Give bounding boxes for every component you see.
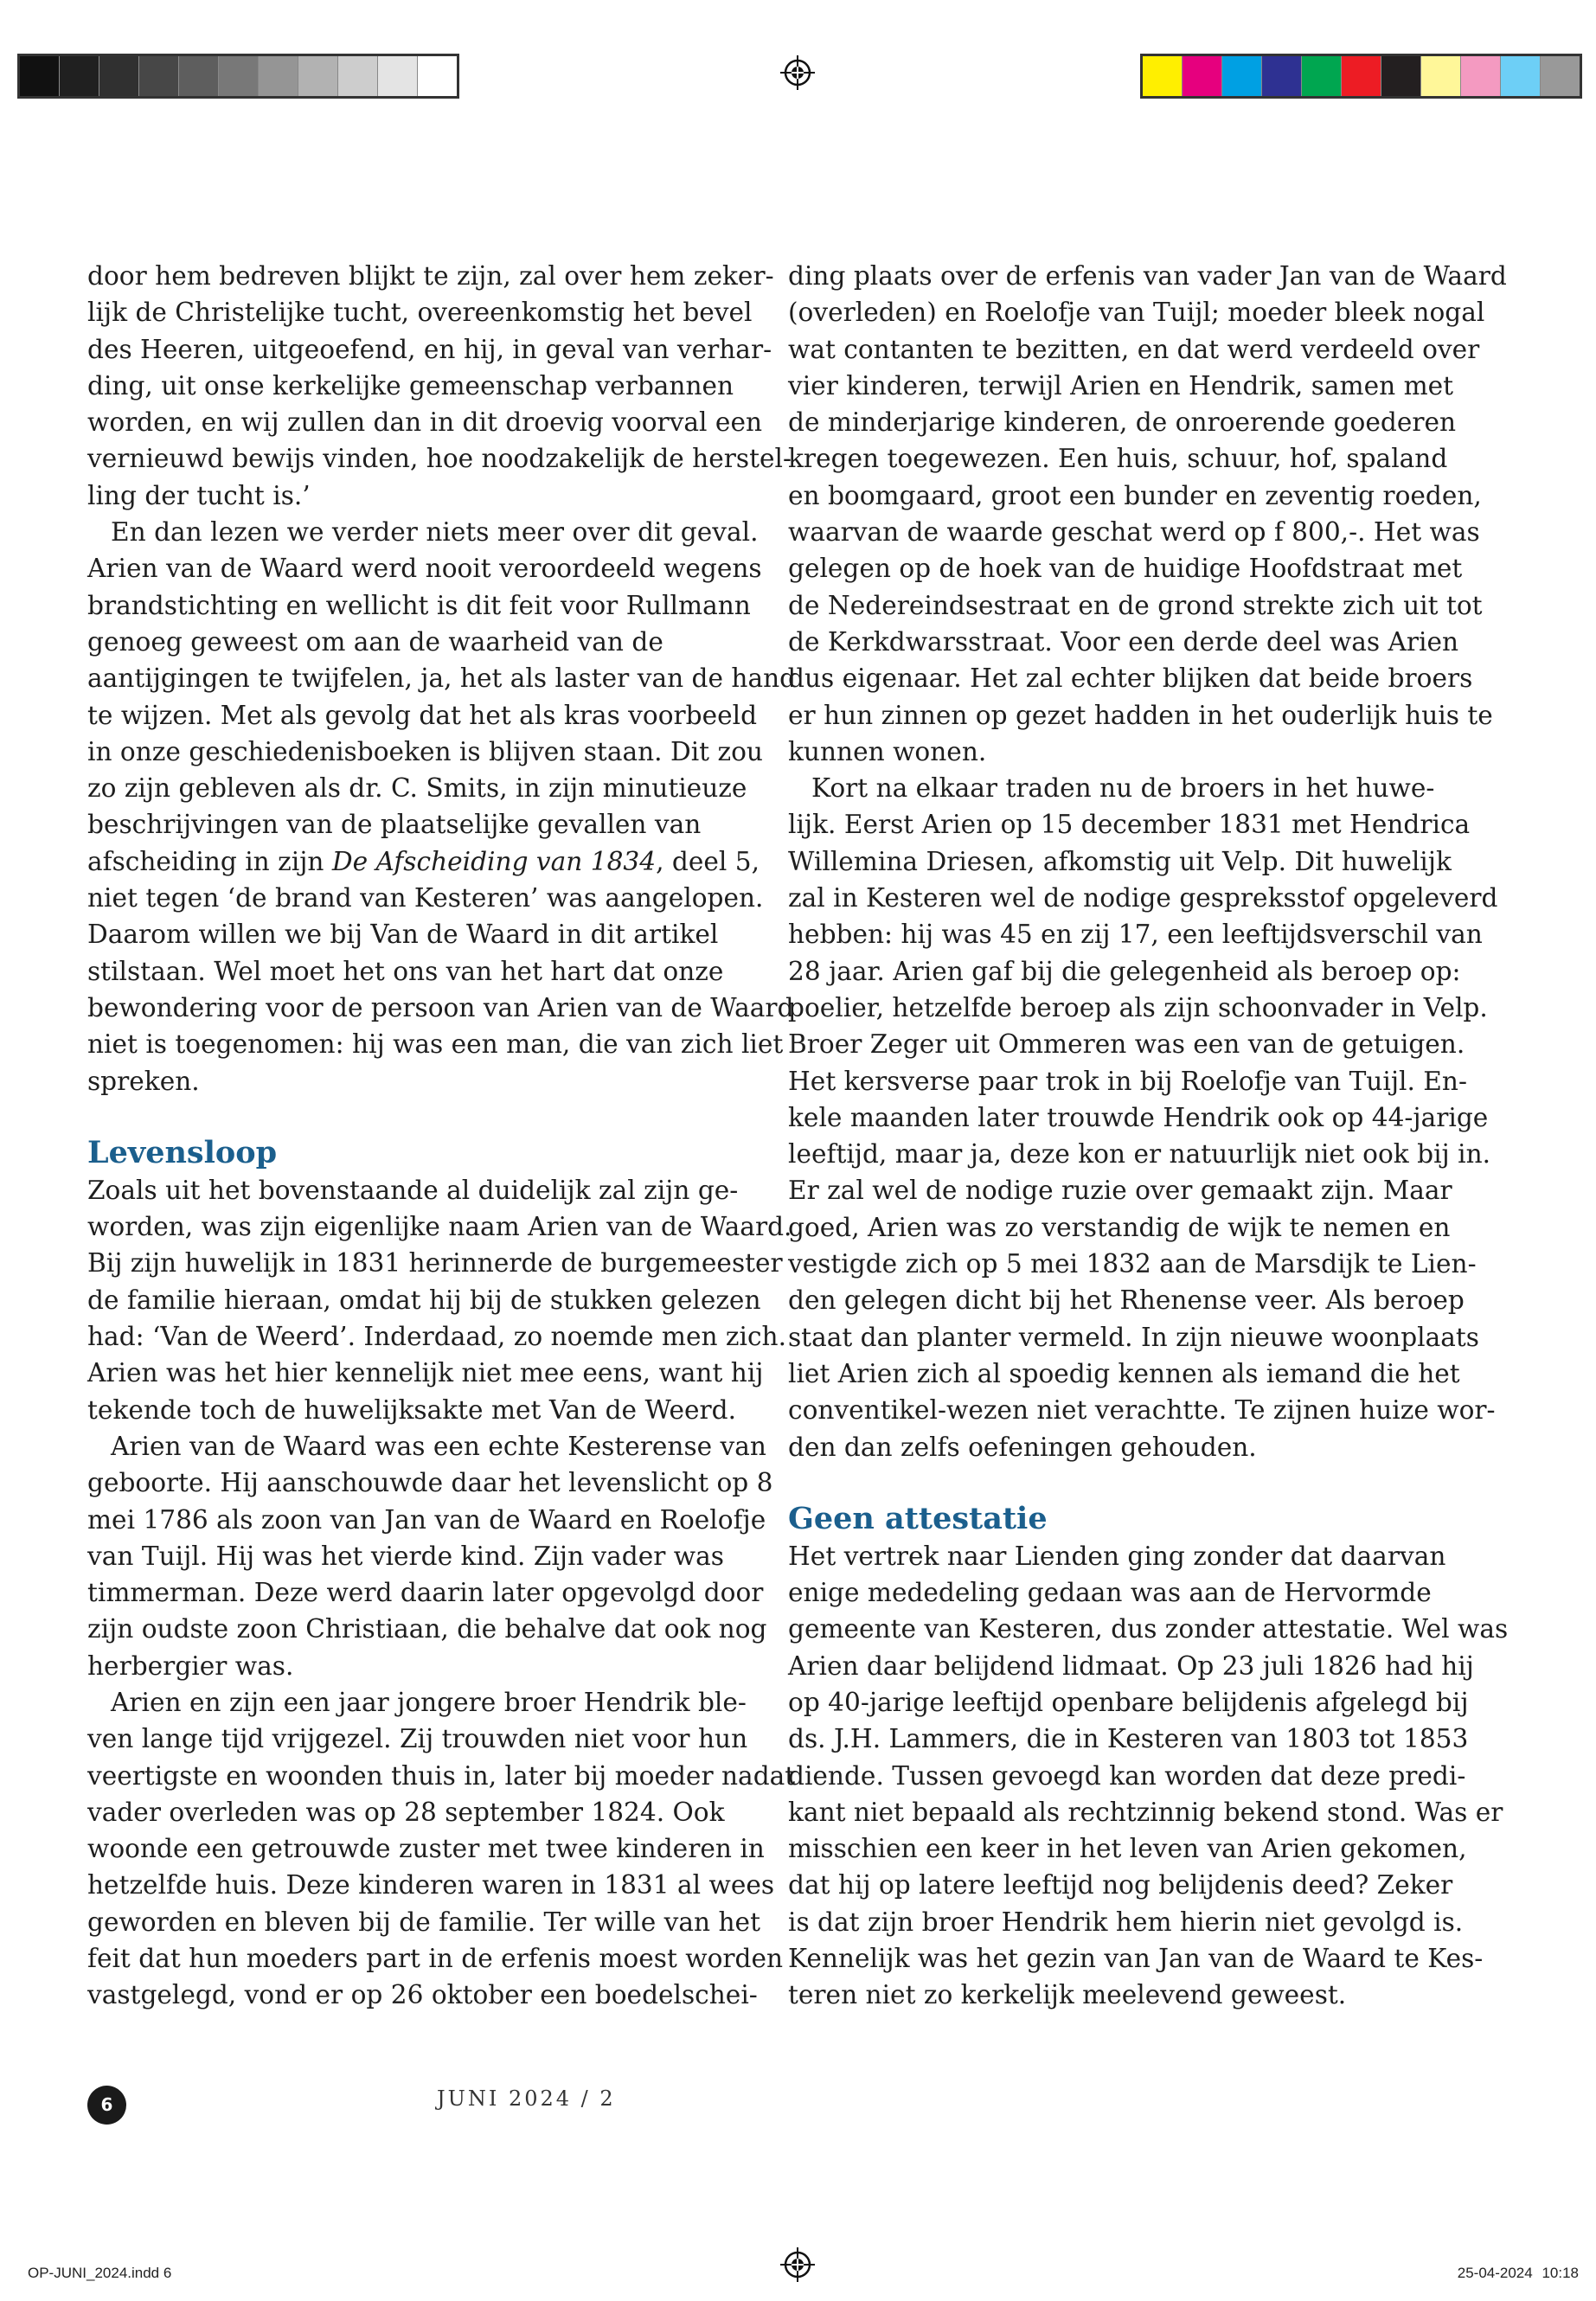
section-spacer [87,1099,749,1134]
text-line: aantijgingen te twijfelen, ja, het als laster van de hand [87,663,797,694]
text-line: staat dan planter vermeld. In zijn nieuwe woonplaats [788,1322,1479,1352]
registration-mark-icon [780,2247,815,2282]
text-line: vier kinderen, terwijl Arien en Hendrik, samen met [788,370,1454,401]
text-line: Kennelijk was het gezin van Jan van de Waard te Kes- [788,1944,1484,1974]
paragraph [87,1428,773,1684]
text-line: brandstichting en wellicht is dit feit voor Rullmann [87,590,751,620]
text-line: mei 1786 als zoon van Jan van de Waard en Roelofje [87,1504,766,1535]
text-line: En dan lezen we verder niets meer over dit geval. [111,517,759,548]
grey-swatch [298,56,338,96]
text-line: Zoals uit het bovenstaande al duidelijk zal zijn ge- [87,1175,739,1205]
text-line: enige mededeling gedaan was aan de Hervormde [788,1578,1432,1608]
text-line: Bij zijn huwelijk in 1831 herinnerde de burgemeester [87,1248,783,1279]
article-column-right [788,258,1509,2014]
paragraph [87,1684,796,2014]
text-line: spreken. [87,1066,200,1096]
article-column-left [87,258,797,2014]
paragraph [788,258,1507,770]
text-line: ven lange tijd vrijgezel. Zij trouwden niet voor hun [87,1724,748,1754]
text-line: waarvan de waarde geschat werd op f 800,-. Het was [788,517,1480,548]
text-line: veertigste en woonden thuis in, later bij moeder nadat [87,1760,796,1791]
text-line: stilstaan. Wel moet het ons van het hart dat onze [87,956,724,986]
text-line: Er zal wel de nodige ruzie over gemaakt zijn. Maar [788,1176,1452,1206]
text-line: Kort na elkaar traden nu de broers in het huwe- [811,773,1435,804]
text-line: kunnen wonen. [788,736,987,766]
text-line: niet tegen ‘de brand van Kesteren’ was aangelopen. [87,883,764,913]
text-line: leeftijd, maar ja, deze kon er natuurlijk niet ook bij in. [788,1139,1491,1170]
grey-swatch [99,56,139,96]
text-line: worden, was zijn eigenlijke naam Arien van de Waard. [87,1212,792,1242]
text-line: door hem bedreven blijkt te zijn, zal over hem zeker- [87,261,774,291]
color-swatch [1381,56,1421,96]
text-line: Daarom willen we bij Van de Waard in dit artikel [87,920,719,950]
color-swatch [1541,56,1580,96]
color-swatch [1342,56,1381,96]
greyscale-control-strip [17,54,459,99]
text-line: vastgelegd, vond er op 26 oktober een boedelschei- [87,1980,758,2010]
text-line: diende. Tussen gevoegd kan worden dat deze predi- [788,1760,1466,1791]
text-line: kele maanden later trouwde Hendrik ook op 44-jarige [788,1102,1489,1132]
color-swatch [1501,56,1541,96]
text-segment: , deel 5, [656,846,760,876]
text-segment: afscheiding in zijn [87,846,332,876]
text-line: Arien van de Waard was een echte Kesterense van [111,1431,766,1461]
text-line: Arien en zijn een jaar jongere broer Hendrik ble- [111,1687,747,1717]
text-line: zal in Kesteren wel de nodige gespreksstof opgeleverd [788,883,1498,913]
slug-filename: OP-JUNI_2024.indd 6 [28,2265,172,2281]
text-line: geboorte. Hij aanschouwde daar het levenslicht op 8 [87,1468,773,1498]
paragraph [87,514,797,1099]
text-line: Het vertrek naar Lienden ging zonder dat daarvan [788,1541,1446,1571]
text-line: den dan zelfs oefeningen gehouden. [788,1432,1257,1462]
text-line: wat contanten te bezitten, en dat werd verdeeld over [788,334,1480,364]
text-line: kant niet bepaald als rechtzinnig bekend stond. Was er [788,1797,1503,1827]
text-line [87,843,760,880]
text-line: bewondering voor de persoon van Arien van de Waard [87,992,794,1022]
section-spacer [788,1465,1450,1500]
text-line: lijk de Christelijke tucht, overeenkomstig het bevel [87,298,753,328]
text-line: vestigde zich op 5 mei 1832 aan de Marsdijk te Lien- [788,1249,1477,1279]
text-line: gemeente van Kesteren, dus zonder attestatie. Wel was [788,1614,1509,1644]
registration-mark-icon [780,55,815,90]
text-line: geworden en bleven bij de familie. Ter wille van het [87,1907,760,1937]
text-line: vader overleden was op 28 september 1824. Ook [87,1797,725,1827]
text-line: en boomgaard, groot een bunder en zeventig roeden, [788,480,1482,510]
text-line: niet is toegenomen: hij was een man, die van zich liet [87,1029,784,1060]
text-line: ding, uit onse kerkelijke gemeenschap verbannen [87,370,734,401]
text-line: de Kerkdwarsstraat. Voor een derde deel was Arien [788,626,1459,657]
text-line: den gelegen dicht bij het Rhenense veer. Als beroep [788,1285,1465,1316]
grey-swatch [378,56,418,96]
text-line: misschien een keer in het leven van Arien gekomen, [788,1834,1467,1864]
text-line: op 40-jarige leeftijd openbare belijdenis afgelegd bij [788,1687,1469,1717]
grey-swatch [259,56,298,96]
grey-swatch [179,56,219,96]
text-line: kregen toegewezen. Een huis, schuur, hof, spaland [788,444,1448,474]
grey-swatch [338,56,378,96]
text-line: Willemina Driesen, afkomstig uit Velp. Dit huwelijk [788,846,1452,876]
text-line: timmerman. Deze werd daarin later opgevolgd door [87,1578,764,1608]
grey-swatch [20,56,60,96]
text-line: vernieuwd bewijs vinden, hoe noodzakelijk de herstel- [87,444,792,474]
text-line: des Heeren, uitgeoefend, en hij, in geval van verhar- [87,334,772,364]
page-number-badge: 6 [87,2086,126,2125]
text-line: Arien was het hier kennelijk niet mee eens, want hij [87,1358,764,1388]
color-swatch [1302,56,1342,96]
issue-label: JUNI 2024 / 2 [437,2086,616,2111]
text-line: woonde een getrouwde zuster met twee kinderen in [87,1834,765,1864]
text-line: Broer Zeger uit Ommeren was een van de getuigen. [788,1029,1465,1060]
slug-date: 25-04-2024 [1457,2265,1533,2281]
text-line: goed, Arien was zo verstandig de wijk te nemen en [788,1212,1451,1242]
grey-swatch [139,56,179,96]
text-line: hetzelfde huis. Deze kinderen waren in 1831 al wees [87,1870,775,1900]
text-line: dus eigenaar. Het zal echter blijken dat beide broers [788,663,1473,694]
text-line: dat hij op latere leeftijd nog belijdenis deed? Zeker [788,1870,1453,1900]
text-line: in onze geschiedenisboeken is blijven staan. Dit zou [87,736,763,766]
slug-datetime [1458,2265,1579,2282]
text-line: van Tuijl. Hij was het vierde kind. Zijn vader was [87,1541,724,1571]
text-line: zijn oudste zoon Christiaan, die behalve dat ook nog [87,1614,767,1644]
grey-swatch [418,56,457,96]
text-line: ding plaats over de erfenis van vader Jan van de Waard [788,261,1507,291]
text-line: Het kersverse paar trok in bij Roelofje van Tuijl. En- [788,1066,1467,1096]
text-line: poelier, hetzelfde beroep als zijn schoonvader in Velp. [788,992,1488,1022]
section-heading: Geen attestatie [788,1500,1048,1536]
text-line: gelegen op de hoek van de huidige Hoofdstraat met [788,554,1463,584]
text-line: teren niet zo kerkelijk meelevend geweest. [788,1980,1347,2010]
text-line: ling der tucht is.’ [87,480,311,510]
color-control-strip [1140,54,1582,99]
paragraph [788,770,1498,1465]
paragraph [788,1538,1509,2014]
text-line: (overleden) en Roelofje van Tuijl; moeder bleek nogal [788,298,1485,328]
text-line: hebben: hij was 45 en zij 17, een leeftijdsverschil van [788,920,1483,950]
text-line: had: ‘Van de Weerd’. Inderdaad, zo noemde men zich. [87,1322,787,1352]
color-swatch [1262,56,1302,96]
color-swatch [1461,56,1501,96]
section-heading: Levensloop [87,1134,278,1170]
text-line: is dat zijn broer Hendrik hem hierin niet gevolgd is. [788,1907,1464,1937]
color-swatch [1183,56,1222,96]
text-line: worden, en wij zullen dan in dit droevig voorval een [87,407,763,438]
paragraph [87,258,792,514]
color-swatch [1222,56,1262,96]
color-swatch [1421,56,1461,96]
text-line: er hun zinnen op gezet hadden in het ouderlijk huis te [788,700,1493,730]
slug-time: 10:18 [1542,2265,1579,2281]
grey-swatch [219,56,259,96]
text-line: feit dat hun moeders part in de erfenis moest worden [87,1944,784,1974]
text-line: genoeg geweest om aan de waarheid van de [87,626,663,657]
text-line: lijk. Eerst Arien op 15 december 1831 met Hendrica [788,810,1471,840]
text-line: te wijzen. Met als gevolg dat het als kras voorbeeld [87,700,758,730]
text-line: zo zijn gebleven als dr. C. Smits, in zijn minutieuze [87,773,747,804]
text-line: Arien daar belijdend lidmaat. Op 23 juli 1826 had hij [788,1650,1474,1681]
color-swatch [1143,56,1183,96]
text-line: herbergier was. [87,1650,294,1681]
grey-swatch [60,56,99,96]
text-line: 28 jaar. Arien gaf bij die gelegenheid als beroep op: [788,956,1461,986]
italic-title: De Afscheiding van 1834 [331,846,657,876]
text-line: ds. J.H. Lammers, die in Kesteren van 1803 tot 1853 [788,1724,1469,1754]
paragraph [87,1172,792,1428]
text-line: de Nedereindsestraat en de grond strekte zich uit tot [788,590,1483,620]
text-line: Arien van de Waard werd nooit veroordeeld wegens [87,554,762,584]
text-line: de minderjarige kinderen, de onroerende goederen [788,407,1457,438]
text-line: conventikel-wezen niet verachtte. Te zijnen huize wor- [788,1395,1496,1426]
text-line: liet Arien zich al spoedig kennen als iemand die het [788,1358,1460,1388]
text-line: beschrijvingen van de plaatselijke gevallen van [87,810,702,840]
text-line: tekende toch de huwelijksakte met Van de Weerd. [87,1394,737,1425]
text-line: de familie hieraan, omdat hij bij de stukken gelezen [87,1285,761,1315]
